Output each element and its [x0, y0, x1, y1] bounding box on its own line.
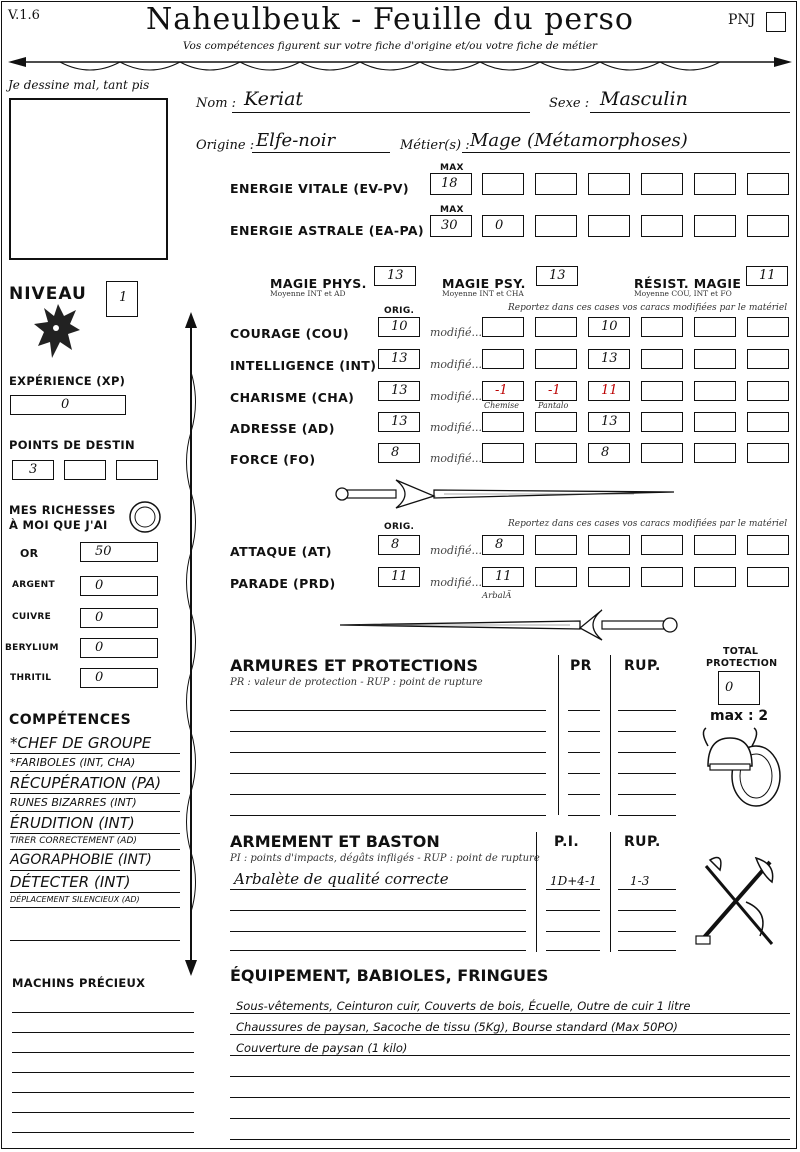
- ea-track-box-4[interactable]: [641, 215, 683, 237]
- skill-line-3: [10, 793, 180, 794]
- nom-line: [232, 112, 530, 113]
- stat-mod-box-int-5[interactable]: [694, 349, 736, 369]
- metier-line: [462, 152, 790, 153]
- metier-value[interactable]: Mage (Métamorphoses): [470, 130, 688, 151]
- total-protection-box[interactable]: [718, 671, 760, 705]
- ev-track-box-3[interactable]: [588, 173, 630, 195]
- ea-track-box-1[interactable]: [482, 215, 524, 237]
- cuivre-value: 0: [95, 610, 104, 625]
- berylium-box[interactable]: [80, 638, 158, 658]
- ev-track-box-5[interactable]: [694, 173, 736, 195]
- total-protection-value: 0: [725, 680, 734, 695]
- armor-line-4[interactable]: [230, 773, 546, 774]
- helmet-shield-icon: [698, 726, 784, 812]
- stat-orig-box-int[interactable]: [378, 349, 420, 369]
- equipment-line-1[interactable]: [230, 1013, 790, 1014]
- stat-mod-box-cou-4[interactable]: [641, 317, 683, 337]
- ea-max-value: 30: [441, 218, 458, 233]
- combat-orig-box-prd[interactable]: [378, 567, 420, 587]
- stat-mod-value-cha-3: 11: [601, 383, 618, 398]
- skill-item-2[interactable]: *FARIBOLES (INT, CHA): [10, 756, 136, 769]
- armor-pr-line-4[interactable]: [568, 773, 600, 774]
- pnj-checkbox[interactable]: [766, 12, 786, 32]
- precious-line-5[interactable]: [12, 1092, 194, 1093]
- armor-pr-line-1[interactable]: [568, 710, 600, 711]
- stat-modif-label-cha: modifié...: [430, 390, 482, 403]
- version-label: V.1.6: [8, 8, 40, 23]
- stat-mod-box-cha-6[interactable]: [747, 381, 789, 401]
- combat-mod-value-at-1: 8: [495, 537, 504, 552]
- resist-magie-box[interactable]: [746, 266, 788, 286]
- ea-max-label: MAX: [440, 205, 464, 215]
- armor-rup-line-6[interactable]: [618, 815, 676, 816]
- armor-divider-1: [558, 655, 559, 815]
- combat-modif-label-at: modifié...: [430, 544, 482, 557]
- weapons-col-rup: RUP.: [624, 834, 661, 850]
- stat-orig-value-ad: 13: [391, 414, 408, 429]
- precious-line-2[interactable]: [12, 1032, 194, 1033]
- ev-label: ENERGIE VITALE (EV-PV): [230, 181, 409, 196]
- dragon-icon: [32, 300, 84, 364]
- cuivre-box[interactable]: [80, 608, 158, 628]
- thritil-value: 0: [95, 670, 104, 685]
- skill-line-9: [10, 907, 180, 908]
- stat-mod-box-fo-6[interactable]: [747, 443, 789, 463]
- richesses-label-2: À MOI QUE J'AI: [9, 518, 108, 532]
- stats-orig-label: ORIG.: [384, 306, 415, 316]
- stat-mod-value-fo-3: 8: [601, 445, 610, 460]
- stat-mod-box-cha-1[interactable]: [482, 381, 524, 401]
- combat-mod-box-at-6[interactable]: [747, 535, 789, 555]
- portrait-frame[interactable]: [9, 98, 168, 260]
- combat-mod-box-prd-1[interactable]: [482, 567, 524, 587]
- skill-item-9[interactable]: DÉPLACEMENT SILENCIEUX (AD): [10, 895, 140, 904]
- sword-ornament-2: [340, 608, 685, 642]
- sexe-label: Sexe :: [549, 96, 590, 111]
- combat-modif-label-prd: modifié...: [430, 576, 482, 589]
- ev-track-box-4[interactable]: [641, 173, 683, 195]
- stat-orig-box-ad[interactable]: [378, 412, 420, 432]
- nom-label: Nom :: [196, 96, 237, 111]
- skill-item-4[interactable]: RUNES BIZARRES (INT): [10, 796, 137, 809]
- stat-mod-box-fo-1[interactable]: [482, 443, 524, 463]
- skill-item-8[interactable]: DÉTECTER (INT): [10, 873, 131, 891]
- equipment-line-2[interactable]: [230, 1034, 790, 1035]
- stat-mod-box-cou-5[interactable]: [694, 317, 736, 337]
- thritil-box[interactable]: [80, 668, 158, 688]
- sexe-value[interactable]: Masculin: [600, 88, 688, 110]
- combat-orig-label: ORIG.: [384, 522, 415, 532]
- combat-orig-box-at[interactable]: [378, 535, 420, 555]
- ea-track-box-5[interactable]: [694, 215, 736, 237]
- stat-mod-box-cha-2[interactable]: [535, 381, 577, 401]
- weapon-pi-line-4[interactable]: [546, 950, 600, 951]
- resist-magie-sub: Moyenne COU, INT et FO: [634, 289, 732, 298]
- destin-box-2[interactable]: [64, 460, 106, 480]
- stat-mod-box-int-1[interactable]: [482, 349, 524, 369]
- skill-item-3[interactable]: RÉCUPÉRATION (PA): [10, 774, 162, 792]
- precious-line-7[interactable]: [12, 1132, 194, 1133]
- weapon-rup-line-1[interactable]: [618, 889, 676, 890]
- combat-mod-box-prd-6[interactable]: [747, 567, 789, 587]
- cuivre-label: CUIVRE: [12, 612, 52, 622]
- equipment-text-2[interactable]: Chaussures de paysan, Sacoche de tissu (5Kg), Bourse standard (Max 50PO): [236, 1020, 678, 1034]
- stat-mod-box-cou-2[interactable]: [535, 317, 577, 337]
- combat-mod-box-at-2[interactable]: [535, 535, 577, 555]
- ea-track-box-6[interactable]: [747, 215, 789, 237]
- resist-magie-label: RÉSIST. MAGIE: [634, 276, 742, 291]
- stat-mod-box-ad-6[interactable]: [747, 412, 789, 432]
- stat-label-ad: ADRESSE (AD): [230, 421, 335, 436]
- stat-mod-box-ad-3[interactable]: [588, 412, 630, 432]
- magie-phys-value: 13: [387, 268, 404, 283]
- or-label: OR: [20, 547, 39, 560]
- armor-line-2[interactable]: [230, 731, 546, 732]
- xp-box[interactable]: [10, 395, 126, 415]
- stat-mod-box-cha-5[interactable]: [694, 381, 736, 401]
- armor-pr-line-5[interactable]: [568, 794, 600, 795]
- stat-mod-box-fo-4[interactable]: [641, 443, 683, 463]
- weapon-pi-line-2[interactable]: [546, 910, 600, 911]
- stat-mod-box-fo-3[interactable]: [588, 443, 630, 463]
- stat-modif-label-ad: modifié...: [430, 421, 482, 434]
- armor-divider-2: [610, 655, 611, 815]
- stat-mod-value-cha-1: -1: [495, 383, 508, 398]
- weapons-title: ARMEMENT ET BASTON: [230, 832, 440, 851]
- equipment-line-7[interactable]: [230, 1139, 790, 1140]
- cha-note-chemise: Chemise: [484, 401, 519, 410]
- stat-mod-box-cou-1[interactable]: [482, 317, 524, 337]
- armor-rup-line-5[interactable]: [618, 794, 676, 795]
- ea-track-box-2[interactable]: [535, 215, 577, 237]
- stat-modif-label-cou: modifié...: [430, 326, 482, 339]
- precious-line-4[interactable]: [12, 1072, 194, 1073]
- weapon-line-1[interactable]: [230, 889, 526, 890]
- sheet-subtitle: Vos compétences figurent sur votre fiche d'origine et/ou votre fiche de métier: [182, 40, 598, 52]
- stat-mod-box-int-2[interactable]: [535, 349, 577, 369]
- ev-max-value: 18: [441, 176, 458, 191]
- armor-col-rup: RUP.: [624, 658, 661, 674]
- stat-mod-value-cou-3: 10: [601, 319, 618, 334]
- armor-title: ARMURES ET PROTECTIONS: [230, 656, 478, 675]
- combat-label-prd: PARADE (PRD): [230, 576, 336, 591]
- stat-mod-box-int-4[interactable]: [641, 349, 683, 369]
- armor-pr-line-6[interactable]: [568, 815, 600, 816]
- magie-psy-label: MAGIE PSY.: [442, 276, 526, 291]
- precious-line-3[interactable]: [12, 1052, 194, 1053]
- argent-box[interactable]: [80, 576, 158, 596]
- stat-mod-box-ad-1[interactable]: [482, 412, 524, 432]
- weapon-rup-1[interactable]: 1-3: [630, 874, 650, 888]
- stat-label-fo: FORCE (FO): [230, 452, 316, 467]
- weapons-sub: PI : points d'impacts, dégâts infligés - RUP : point de rupture: [230, 853, 540, 864]
- total-protection-label-1: TOTAL: [723, 646, 759, 657]
- destin-box-1[interactable]: [12, 460, 54, 480]
- resist-magie-value: 11: [759, 268, 776, 283]
- stat-label-cou: COURAGE (COU): [230, 326, 349, 341]
- destin-box-3[interactable]: [116, 460, 158, 480]
- equipment-line-3[interactable]: [230, 1055, 790, 1056]
- ev-max-box[interactable]: [430, 173, 472, 195]
- equipment-line-6[interactable]: [230, 1118, 790, 1119]
- armor-rup-line-1[interactable]: [618, 710, 676, 711]
- magie-psy-sub: Moyenne INT et CHA: [442, 289, 524, 298]
- magie-phys-label: MAGIE PHYS.: [270, 276, 367, 291]
- argent-label: ARGENT: [12, 580, 55, 590]
- sword-ornament-1: [334, 476, 684, 512]
- precious-title: MACHINS PRÉCIEUX: [12, 976, 146, 990]
- niveau-label: NIVEAU: [9, 284, 87, 304]
- ea-track-box-3[interactable]: [588, 215, 630, 237]
- ea-label: ENERGIE ASTRALE (EA-PA): [230, 223, 425, 238]
- stat-mod-value-int-3: 13: [601, 351, 618, 366]
- skill-line-6: [10, 849, 180, 850]
- combat-orig-value-at: 8: [391, 537, 400, 552]
- armor-rup-line-4[interactable]: [618, 773, 676, 774]
- skill-item-1[interactable]: *CHEF DE GROUPE: [10, 734, 152, 752]
- stat-orig-value-cou: 10: [391, 319, 408, 334]
- stat-mod-box-fo-5[interactable]: [694, 443, 736, 463]
- weapon-name-1[interactable]: Arbalète de qualité correcte: [234, 870, 449, 888]
- weapon-rup-line-2[interactable]: [618, 910, 676, 911]
- destin-value-1: 3: [29, 462, 38, 477]
- skill-line-8: [10, 892, 180, 893]
- combat-mod-box-at-3[interactable]: [588, 535, 630, 555]
- crossed-weapons-icon: [690, 852, 782, 952]
- precious-line-1[interactable]: [12, 1012, 194, 1013]
- combat-mod-box-prd-5[interactable]: [694, 567, 736, 587]
- combat-orig-value-prd: 11: [391, 569, 408, 584]
- stat-mod-box-ad-4[interactable]: [641, 412, 683, 432]
- combat-mod-box-at-1[interactable]: [482, 535, 524, 555]
- skills-title: COMPÉTENCES: [9, 712, 132, 728]
- stat-mod-box-fo-2[interactable]: [535, 443, 577, 463]
- precious-line-6[interactable]: [12, 1112, 194, 1113]
- staff-ornament: [180, 312, 202, 976]
- armor-pr-line-3[interactable]: [568, 752, 600, 753]
- stat-orig-box-cou[interactable]: [378, 317, 420, 337]
- header-spear-ornament: [0, 52, 800, 78]
- armor-line-6[interactable]: [230, 815, 546, 816]
- equipment-text-3[interactable]: Couverture de paysan (1 kilo): [236, 1041, 408, 1055]
- berylium-label: BERYLIUM: [5, 643, 59, 653]
- combat-mod-box-prd-4[interactable]: [641, 567, 683, 587]
- skill-line-5: [10, 833, 180, 834]
- magie-psy-value: 13: [549, 268, 566, 283]
- sheet-title: Naheulbeuk - Feuille du perso: [146, 2, 634, 37]
- nom-value[interactable]: Keriat: [244, 88, 304, 110]
- stat-mod-box-int-6[interactable]: [747, 349, 789, 369]
- armor-line-5[interactable]: [230, 794, 546, 795]
- armor-line-3[interactable]: [230, 752, 546, 753]
- ev-max-label: MAX: [440, 163, 464, 173]
- equipment-line-4[interactable]: [230, 1076, 790, 1077]
- stat-label-int: INTELLIGENCE (INT): [230, 358, 377, 373]
- skill-line-extra[interactable]: [10, 940, 180, 941]
- stat-mod-box-ad-2[interactable]: [535, 412, 577, 432]
- weapon-line-3[interactable]: [230, 931, 526, 932]
- portrait-caption: Je dessine mal, tant pis: [8, 78, 150, 92]
- coin-icon: [128, 500, 162, 534]
- magie-phys-box[interactable]: [374, 266, 416, 286]
- skill-line-7: [10, 870, 180, 871]
- armor-rup-line-3[interactable]: [618, 752, 676, 753]
- stats-note: Reportez dans ces cases vos caracs modifiées par le matériel: [508, 303, 788, 313]
- stat-orig-value-cha: 13: [391, 383, 408, 398]
- stat-label-cha: CHARISME (CHA): [230, 390, 355, 405]
- skill-line-2: [10, 771, 180, 772]
- armor-pr-line-2[interactable]: [568, 731, 600, 732]
- magie-psy-box[interactable]: [536, 266, 578, 286]
- weapon-line-4[interactable]: [230, 950, 526, 951]
- combat-mod-box-prd-3[interactable]: [588, 567, 630, 587]
- cha-note-pantalo: Pantalo: [538, 401, 569, 410]
- equipment-text-1[interactable]: Sous-vêtements, Ceinturon cuir, Couverts de bois, Écuelle, Outre de cuir 1 litre: [236, 999, 691, 1013]
- skill-line-4: [10, 811, 180, 812]
- armor-sub: PR : valeur de protection - RUP : point de rupture: [230, 677, 483, 688]
- origine-line: [252, 152, 390, 153]
- weapon-line-2[interactable]: [230, 910, 526, 911]
- combat-mod-box-at-5[interactable]: [694, 535, 736, 555]
- prd-note: ArbalÃ: [482, 591, 512, 601]
- origine-label: Origine :: [196, 138, 255, 153]
- equipment-title: ÉQUIPEMENT, BABIOLES, FRINGUES: [230, 966, 549, 985]
- stat-modif-label-fo: modifié...: [430, 452, 482, 465]
- weapon-rup-line-4[interactable]: [618, 950, 676, 951]
- niveau-box[interactable]: [106, 281, 138, 317]
- armor-col-pr: PR: [570, 658, 592, 674]
- richesses-label-1: MES RICHESSES: [9, 503, 116, 517]
- magie-phys-sub: Moyenne INT et AD: [270, 289, 346, 298]
- combat-mod-box-prd-2[interactable]: [535, 567, 577, 587]
- ea-track-value-1: 0: [495, 218, 504, 233]
- weapon-rup-line-3[interactable]: [618, 931, 676, 932]
- sexe-line: [590, 112, 790, 113]
- skill-line-1: [10, 753, 180, 754]
- combat-label-at: ATTAQUE (AT): [230, 544, 332, 559]
- armor-max: max : 2: [710, 708, 769, 724]
- weapon-pi-1[interactable]: 1D+4-1: [550, 874, 597, 888]
- xp-value: 0: [61, 397, 70, 412]
- stat-mod-box-cou-3[interactable]: [588, 317, 630, 337]
- thritil-label: THRITIL: [10, 673, 52, 683]
- berylium-value: 0: [95, 640, 104, 655]
- stat-mod-box-int-3[interactable]: [588, 349, 630, 369]
- equipment-line-5[interactable]: [230, 1097, 790, 1098]
- or-box[interactable]: [80, 542, 158, 562]
- weapon-pi-line-1[interactable]: [546, 889, 600, 890]
- weapon-pi-line-3[interactable]: [546, 931, 600, 932]
- ev-track-box-1[interactable]: [482, 173, 524, 195]
- combat-mod-box-at-4[interactable]: [641, 535, 683, 555]
- stat-orig-value-int: 13: [391, 351, 408, 366]
- metier-label: Métier(s) :: [400, 138, 470, 153]
- ev-track-box-2[interactable]: [535, 173, 577, 195]
- stat-mod-value-ad-3: 13: [601, 414, 618, 429]
- ea-max-box[interactable]: [430, 215, 472, 237]
- niveau-value: 1: [119, 290, 128, 305]
- argent-value: 0: [95, 578, 104, 593]
- stat-mod-box-cha-3[interactable]: [588, 381, 630, 401]
- weapons-col-pi: P.I.: [554, 834, 580, 850]
- stat-orig-box-cha[interactable]: [378, 381, 420, 401]
- stat-orig-value-fo: 8: [391, 445, 400, 460]
- weapons-divider-1: [536, 832, 537, 952]
- stat-mod-value-cha-2: -1: [548, 383, 561, 398]
- destin-label: POINTS DE DESTIN: [9, 438, 135, 452]
- stat-modif-label-int: modifié...: [430, 358, 482, 371]
- armor-rup-line-2[interactable]: [618, 731, 676, 732]
- combat-mod-value-prd-1: 11: [495, 569, 512, 584]
- ev-track-box-6[interactable]: [747, 173, 789, 195]
- stat-mod-box-cou-6[interactable]: [747, 317, 789, 337]
- skill-item-7[interactable]: AGORAPHOBIE (INT): [10, 852, 152, 868]
- origine-value[interactable]: Elfe-noir: [256, 130, 336, 151]
- weapons-divider-2: [610, 832, 611, 952]
- stat-mod-box-cha-4[interactable]: [641, 381, 683, 401]
- skill-item-6[interactable]: TIRER CORRECTEMENT (AD): [10, 836, 137, 846]
- or-value: 50: [95, 544, 112, 559]
- pnj-label: PNJ: [728, 12, 756, 28]
- total-protection-label-2: PROTECTION: [706, 658, 778, 669]
- combat-note: Reportez dans ces cases vos caracs modifiées par le matériel: [508, 519, 788, 529]
- skill-item-5[interactable]: ÉRUDITION (INT): [10, 814, 135, 832]
- xp-label: EXPÉRIENCE (XP): [9, 374, 126, 388]
- stat-mod-box-ad-5[interactable]: [694, 412, 736, 432]
- armor-line-1[interactable]: [230, 710, 546, 711]
- stat-orig-box-fo[interactable]: [378, 443, 420, 463]
